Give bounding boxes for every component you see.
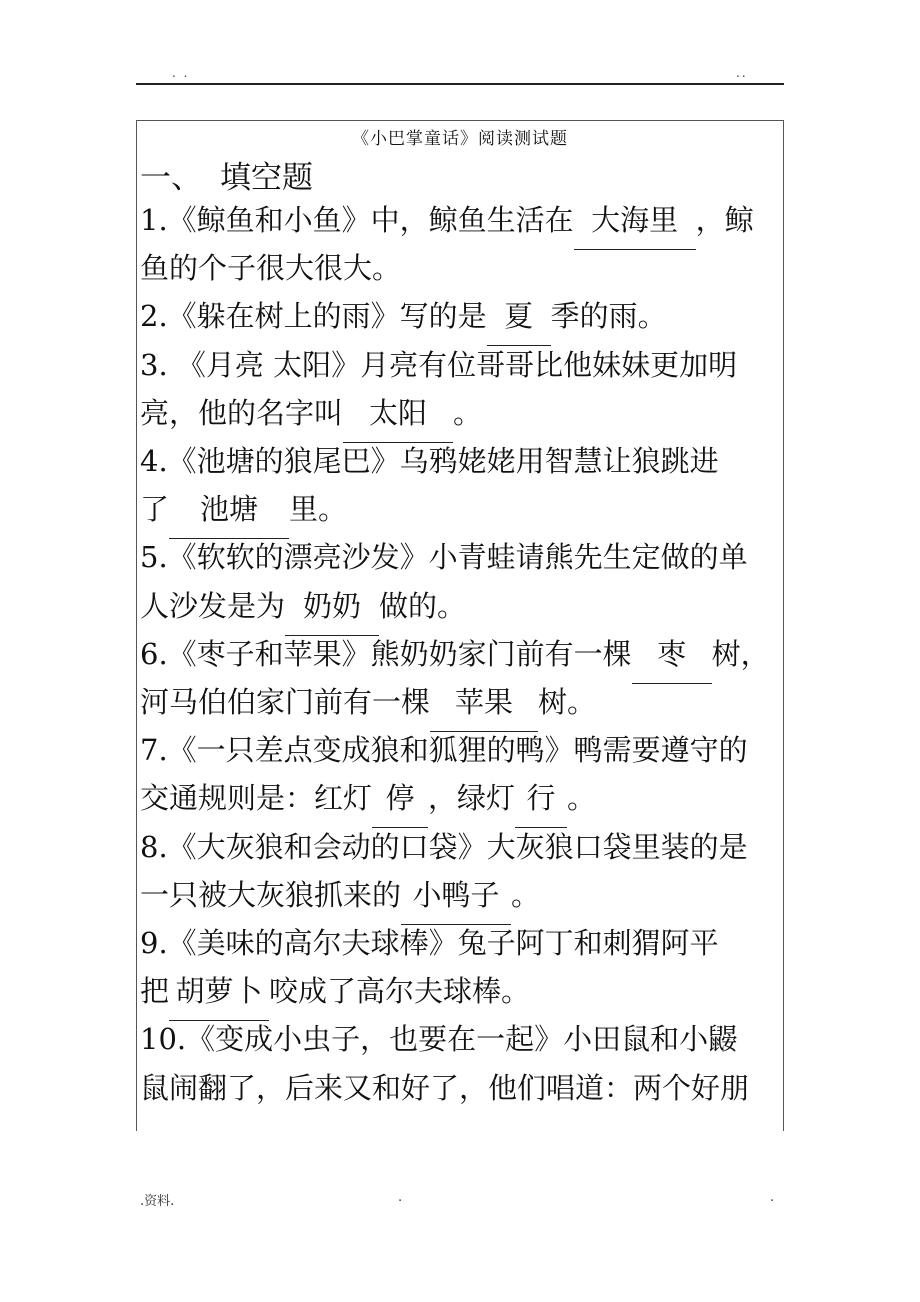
header-rule xyxy=(136,83,784,85)
question-text: 10.《变成小虫子，也要在一起》小田鼠和小鼹 xyxy=(140,1022,738,1057)
question-text: 河马伯伯家门前有一棵 xyxy=(140,685,431,719)
question-line xyxy=(140,292,790,340)
question-line xyxy=(140,1015,790,1063)
question-text: 做的。 xyxy=(379,588,467,623)
question-text: 鱼的个子很大很大。 xyxy=(140,251,402,286)
question-line xyxy=(140,196,790,244)
page-title: 《小巴掌童话》阅读测试题 xyxy=(352,129,568,149)
question-text: ，绿灯 xyxy=(428,781,516,816)
section-heading xyxy=(140,152,331,197)
question-text: 1.《鲸鱼和小鱼》中，鲸鱼生活在 xyxy=(140,203,574,237)
question-text: ，鲸 xyxy=(695,203,754,237)
question-text: 一只被大灰狼抓来的 xyxy=(140,877,402,912)
question-text: 树， xyxy=(711,636,770,671)
answer-blank: 枣 xyxy=(632,630,712,678)
question-line xyxy=(140,823,790,871)
question-line xyxy=(140,678,790,726)
answer-blank: 大海里 xyxy=(574,196,696,244)
answer-blank: 奶奶 xyxy=(285,582,379,630)
question-line xyxy=(140,871,790,919)
answer-blank: 行 xyxy=(515,774,567,822)
question-line xyxy=(140,533,790,581)
answer-blank: 苹果 xyxy=(430,678,538,726)
question-text: 6.《枣子和苹果》熊奶奶家门前有一棵 xyxy=(140,636,632,671)
question-line xyxy=(140,485,790,533)
question-text: 季的雨。 xyxy=(550,299,667,334)
answer-blank: 夏 xyxy=(487,292,551,340)
footer-center: . xyxy=(398,1190,403,1205)
answer-blank: 胡萝卜 xyxy=(169,967,269,1015)
question-line xyxy=(140,1064,790,1112)
question-text: 人沙发是为 xyxy=(140,588,286,623)
question-text: 。 xyxy=(453,395,483,430)
question-line xyxy=(140,437,790,485)
answer-blank: 太阳 xyxy=(343,389,453,437)
question-text: 亮，他的名字叫 xyxy=(140,395,344,430)
question-text: 鼠闹翻了，后来又和好了，他们唱道：两个好朋 xyxy=(140,1070,750,1105)
question-line xyxy=(140,967,790,1015)
answer-blank: 停 xyxy=(372,774,428,822)
section-number: 一、 xyxy=(140,160,202,196)
question-text: 2.《躲在树上的雨》写的是 xyxy=(140,299,487,334)
header-right-mark: .. xyxy=(736,66,748,80)
footer-left: .资料. xyxy=(140,1194,175,1209)
question-text: 咬成了高尔夫球棒。 xyxy=(269,974,531,1009)
question-line xyxy=(140,630,790,678)
question-line xyxy=(140,726,790,774)
section-label: 填空题 xyxy=(220,160,313,196)
question-text: 3. 《月亮 太阳》月亮有位哥哥比他妹妹更加明 xyxy=(140,347,738,382)
question-text: 树。 xyxy=(538,685,597,719)
question-text: 交通规则是：红灯 xyxy=(140,781,373,816)
question-text: 里。 xyxy=(289,492,348,527)
question-text: 7.《一只差点变成狼和狐狸的鸭》鸭需要遵守的 xyxy=(140,733,748,768)
footer-right: . xyxy=(770,1190,775,1205)
question-line xyxy=(140,582,790,630)
question-text: 5.《软软的漂亮沙发》小青蛙请熊先生定做的单 xyxy=(140,540,748,575)
question-text: 8.《大灰狼和会动的口袋》大灰狼口袋里装的是 xyxy=(140,829,748,864)
question-text: 把 xyxy=(140,974,170,1009)
question-text: 。 xyxy=(567,781,597,816)
question-text: 。 xyxy=(511,877,541,912)
header-left-mark: . . xyxy=(172,66,190,80)
answer-blank: 小鸭子 xyxy=(401,871,511,919)
question-text: 9.《美味的高尔夫球棒》兔子阿丁和刺猬阿平 xyxy=(140,926,719,960)
question-line xyxy=(140,341,790,389)
question-line xyxy=(140,919,790,967)
question-text: 4.《池塘的狼尾巴》乌鸦姥姥用智慧让狼跳进 xyxy=(140,444,719,478)
question-line xyxy=(140,244,790,292)
question-line xyxy=(140,774,790,822)
question-line xyxy=(140,389,790,437)
answer-blank: 池塘 xyxy=(169,485,289,533)
question-text: 了 xyxy=(140,492,170,527)
